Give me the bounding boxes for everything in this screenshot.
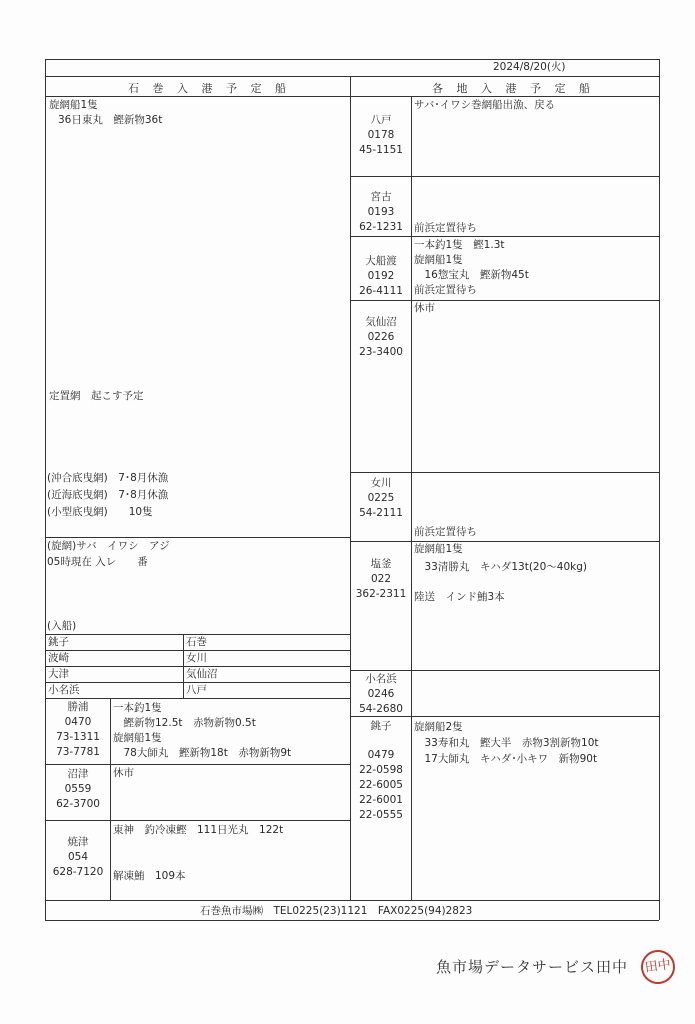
- port-miyako: [352, 190, 410, 235]
- port-code: 0246: [367, 688, 395, 700]
- senmo-note: (旋網)サバ イワシ アジ: [47, 540, 170, 552]
- port-code: 0559: [64, 783, 92, 795]
- port-hachinohe: [352, 113, 410, 158]
- port-code: 0479: [367, 749, 395, 761]
- port-code: 0225: [367, 492, 395, 504]
- port-onagawa: [352, 476, 410, 521]
- grid-cell: 気仙沼: [186, 668, 218, 680]
- port-code: 054: [67, 851, 89, 863]
- time-note: 05時現在 入レ 番: [47, 556, 148, 568]
- port-phone: 45-1151: [359, 144, 403, 156]
- grid-cell: 女川: [186, 652, 207, 664]
- port-phone: 62-3700: [56, 798, 100, 810]
- port-shiogama: [352, 557, 410, 602]
- report-line: 前浜定置待ち: [414, 284, 477, 296]
- port-report-ofunato: [414, 238, 529, 298]
- teichi-note: 定置網 起こす予定: [49, 390, 144, 402]
- port-phone: 62-1231: [359, 221, 403, 233]
- port-phone: 26-4111: [359, 285, 403, 297]
- port-phone: 22-0598: [359, 764, 403, 776]
- report-line: 旋網船1隻: [113, 732, 162, 744]
- okiai-note: (沖合底曳網) 7･8月休漁: [47, 472, 169, 484]
- report-line: 33寿和丸 鰹大半 赤物3割新物10t: [414, 737, 599, 749]
- grid-cell: 波崎: [48, 652, 69, 664]
- port-onahama: [352, 672, 410, 717]
- port-code: 0193: [367, 206, 395, 218]
- port-kesennuma: [352, 315, 410, 360]
- personal-seal: 田中: [639, 948, 677, 986]
- regional-header: 各 地 入 港 予 定 船: [432, 82, 595, 95]
- port-name: 銚子: [370, 720, 392, 732]
- ishinomaki-line: 旋網船1隻: [49, 99, 98, 111]
- port-phone: 628-7120: [52, 866, 104, 878]
- report-line: 鰹新物12.5t 赤物新物0.5t: [113, 717, 256, 729]
- port-name: 焼津: [67, 836, 89, 848]
- port-code: 0226: [367, 331, 395, 343]
- kinkai-note: (近海底曳網) 7･8月休漁: [47, 489, 169, 501]
- report-line: サバ･イワシ巻網船出漁、戻る: [414, 99, 556, 111]
- port-choshi: [352, 719, 410, 823]
- port-code: 022: [370, 573, 392, 585]
- port-code: 0470: [64, 716, 92, 728]
- report-line: 解凍鮪 109本: [113, 870, 186, 882]
- report-line: 旋網船2隻: [414, 721, 463, 733]
- ishinomaki-line: 36日東丸 鰹新物36t: [58, 114, 163, 126]
- port-name: 宮古: [370, 191, 392, 203]
- port-phone: 54-2680: [359, 703, 403, 715]
- port-phone: 54-2111: [359, 507, 403, 519]
- kogata-note: (小型底曳網) 10隻: [47, 506, 153, 518]
- report-line: 前浜定置待ち: [414, 222, 477, 234]
- report-line: 17大師丸 キハダ･小キワ 新物90t: [414, 753, 598, 765]
- report-line: 16惣宝丸 鰹新物45t: [414, 269, 529, 281]
- report-line: 33清勝丸 キハダ13t(20～40kg): [414, 561, 587, 573]
- port-yaizu: [46, 835, 110, 880]
- port-name: 小名浜: [365, 673, 397, 685]
- market-contact-footer: 石巻魚市場㈱ TEL0225(23)1121 FAX0225(94)2823: [200, 905, 473, 917]
- port-name: 女川: [370, 477, 392, 489]
- report-line: 前浜定置待ち: [414, 526, 477, 538]
- port-name: 気仙沼: [365, 316, 397, 328]
- port-code: 0192: [367, 270, 395, 282]
- signature: 魚市場データサービス田中: [436, 958, 629, 976]
- port-code: 0178: [367, 129, 395, 141]
- grid-cell: 八戸: [186, 684, 207, 696]
- port-report-numazu: 休市: [113, 767, 134, 779]
- ishinomaki-header: 石 巻 入 港 予 定 船: [128, 82, 291, 95]
- report-line: 旋網船1隻: [414, 543, 463, 555]
- report-line: 休市: [414, 302, 435, 314]
- port-phone: 22-6001: [359, 794, 403, 806]
- report-line: 陸送 インド鮪3本: [414, 591, 505, 603]
- nyusen-label: (入船): [47, 620, 77, 632]
- grid-cell: 銚子: [48, 636, 69, 648]
- port-name: 八戸: [370, 114, 392, 126]
- port-ofunato: [352, 254, 410, 299]
- port-numazu: [46, 767, 110, 812]
- port-phone: 73-7781: [56, 746, 100, 758]
- port-name: 勝浦: [67, 701, 89, 713]
- grid-cell: 大津: [48, 668, 69, 680]
- port-phone: 73-1311: [56, 731, 100, 743]
- port-phone: 23-3400: [359, 346, 403, 358]
- port-name: 大船渡: [365, 255, 397, 267]
- report-line: 旋網船1隻: [414, 254, 463, 266]
- report-line: 一本釣1隻 鰹1.3t: [414, 239, 505, 251]
- grid-cell: 小名浜: [48, 684, 80, 696]
- port-phone: 362-2311: [355, 588, 407, 600]
- port-report-choshi: [414, 719, 599, 767]
- report-line: 78大師丸 鰹新物18t 赤物新物9t: [113, 747, 292, 759]
- report-line: 東神 釣冷凍鰹 111日光丸 122t: [113, 824, 284, 836]
- report-line: 一本釣1隻: [113, 702, 162, 714]
- port-report-katsuura: [113, 701, 291, 761]
- port-katsuura: [46, 700, 110, 760]
- grid-cell: 石巻: [186, 636, 207, 648]
- port-name: 沼津: [67, 768, 89, 780]
- port-phone: 22-0555: [359, 809, 403, 821]
- port-name: 塩釜: [370, 558, 392, 570]
- report-date: 2024/8/20(火): [493, 61, 566, 73]
- port-phone: 22-6005: [359, 779, 403, 791]
